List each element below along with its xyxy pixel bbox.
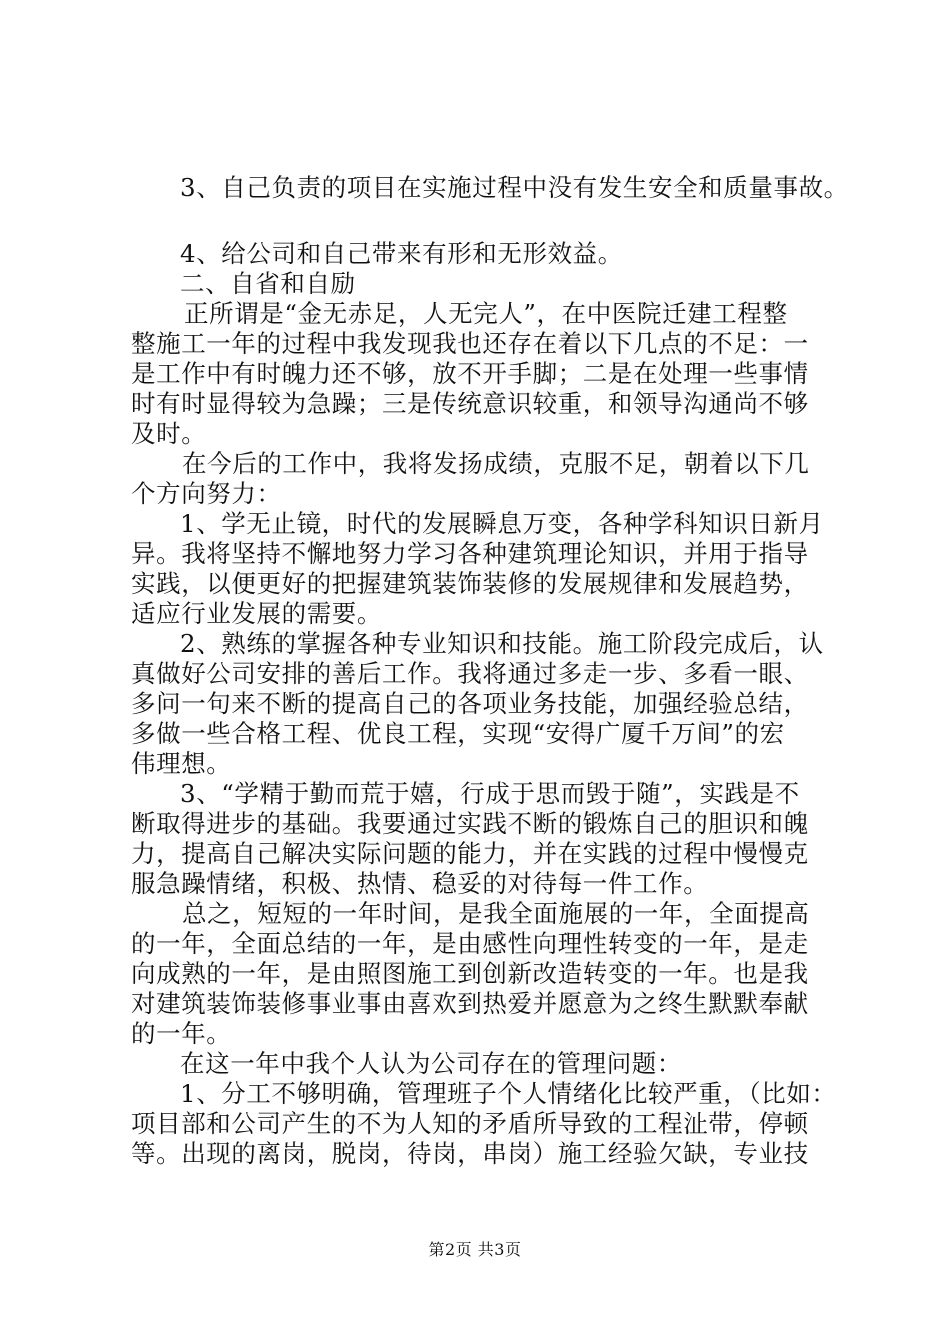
paragraph-line: 个方向努力： — [131, 479, 282, 508]
paragraph-line: 断取得进步的基础。我要通过实践不断的锻炼自己的胆识和魄 — [131, 809, 809, 838]
paragraph-line: 异。我将坚持不懈地努力学习各种建筑理论知识，并用于指导 — [131, 539, 809, 568]
paragraph-line: 伟理想。 — [131, 749, 232, 778]
paragraph-line: 是工作中有时魄力还不够，放不开手脚；二是在处理一些事情 — [131, 359, 809, 388]
paragraph-line: 的一年，全面总结的一年，是由感性向理性转变的一年，是走 — [131, 929, 809, 958]
paragraph-line: 时有时显得较为急躁；三是传统意识较重，和领导沟通尚不够 — [131, 389, 809, 418]
paragraph-line: 总之，短短的一年时间，是我全面施展的一年，全面提高 — [182, 899, 810, 928]
paragraph-line: 对建筑装饰装修事业事由喜欢到热爱并愿意为之终生默默奉献 — [131, 989, 809, 1018]
paragraph-line: 整施工一年的过程中我发现我也还存在着以下几点的不足：一 — [131, 329, 809, 358]
paragraph-line: 服急躁情绪，积极、热情、稳妥的对待每一件工作。 — [131, 869, 709, 898]
page-number-footer: 第2页 共3页 — [428, 1240, 522, 1259]
paragraph-line: 2、熟练的掌握各种专业知识和技能。施工阶段完成后，认 — [180, 629, 824, 658]
paragraph-line: 真做好公司安排的善后工作。我将通过多走一步、多看一眼、 — [131, 659, 809, 688]
paragraph-line: 向成熟的一年，是由照图施工到创新改造转变的一年。也是我 — [131, 959, 809, 988]
paragraph-line: 等。出现的离岗，脱岗，待岗，串岗）施工经验欠缺，专业技 — [131, 1139, 809, 1168]
paragraph-line: 的一年。 — [131, 1019, 232, 1048]
section-heading: 二、自省和自励 — [180, 269, 356, 298]
paragraph-line: 3、自己负责的项目在实施过程中没有发生安全和质量事故。 — [180, 173, 849, 202]
paragraph-line: 项目部和公司产生的不为人知的矛盾所导致的工程沚带，停顿 — [131, 1109, 809, 1138]
paragraph-line: 1、分工不够明确，管理班子个人情绪化比较严重，（比如： — [180, 1079, 837, 1108]
paragraph-line: 1、学无止镜，时代的发展瞬息万变，各种学科知识日新月 — [180, 509, 824, 538]
paragraph-line: 及时。 — [131, 419, 207, 448]
paragraph-line: 正所谓是“金无赤足，人无完人”，在中医院迁建工程整 — [184, 299, 788, 328]
paragraph-line: 力，提高自己解决实际问题的能力，并在实践的过程中慢慢克 — [131, 839, 809, 868]
paragraph-line: 多问一句来不断的提高自己的各项业务技能，加强经验总结， — [131, 689, 809, 718]
paragraph-line: 适应行业发展的需要。 — [131, 599, 382, 628]
paragraph-line: 在今后的工作中，我将发扬成绩，克服不足，朝着以下几 — [182, 449, 810, 478]
paragraph-line: 4、给公司和自己带来有形和无形效益。 — [180, 239, 623, 268]
paragraph-line: 3、“学精于勤而荒于嬉，行成于思而毁于随”，实践是不 — [180, 779, 800, 808]
paragraph-line: 实践，以便更好的把握建筑装饰装修的发展规律和发展趋势， — [131, 569, 809, 598]
paragraph-line: 多做一些合格工程、优良工程，实现“安得广厦千万间”的宏 — [131, 719, 785, 748]
paragraph-line: 在这一年中我个人认为公司存在的管理问题： — [180, 1049, 682, 1078]
